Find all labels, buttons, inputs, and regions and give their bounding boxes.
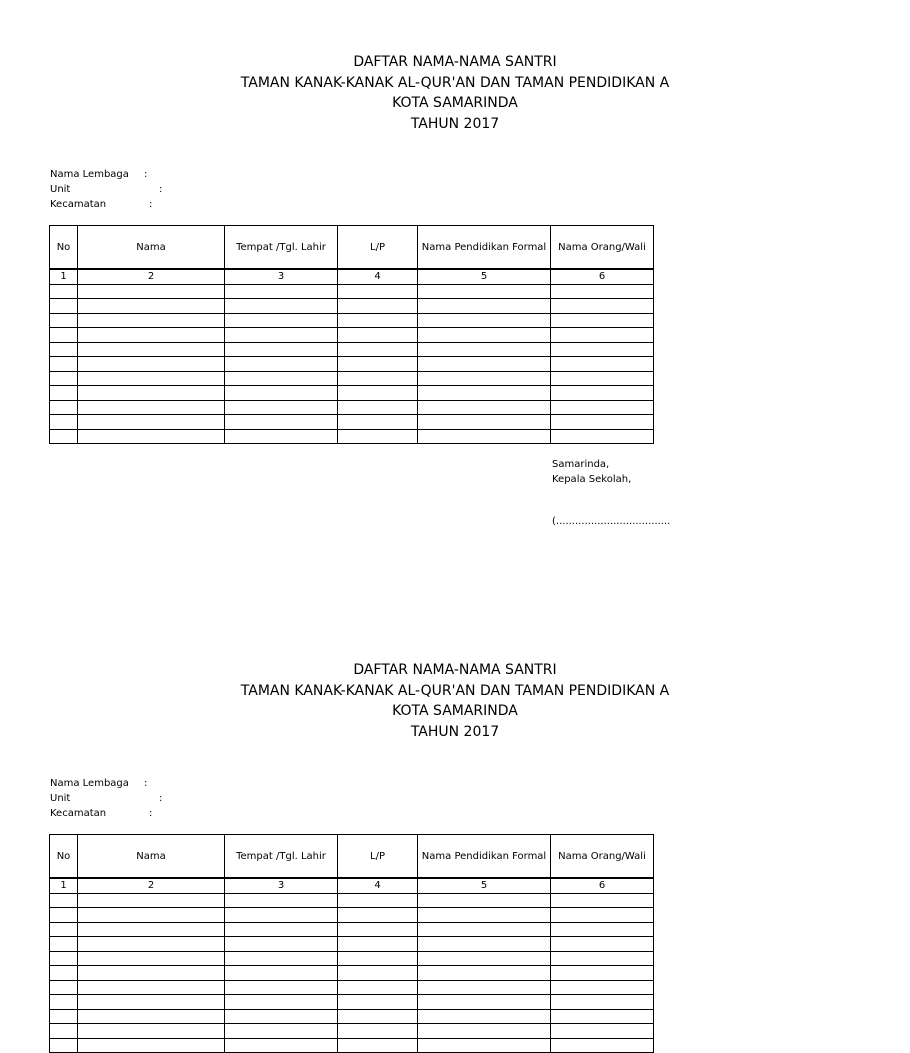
table-cell (418, 313, 551, 328)
header-nama-orang-wali: Nama Orang/Wali (551, 226, 654, 270)
sheet-2-title-line-4: TAHUN 2017 (410, 723, 500, 740)
table-cell (225, 284, 338, 299)
table-row (50, 966, 654, 981)
table-cell (551, 371, 654, 386)
table-cell (50, 922, 78, 937)
table-cell (338, 1024, 418, 1039)
table-cell (338, 357, 418, 372)
sheet-1-title-line-1: DAFTAR NAMA-NAMA SANTRI (353, 54, 557, 70)
table-cell (551, 1009, 654, 1024)
table-cell (78, 908, 225, 923)
table-cell (551, 995, 654, 1010)
table-row (50, 893, 654, 908)
sheet-2-empty-rows (50, 893, 654, 1053)
table-cell (225, 342, 338, 357)
table-row (50, 1009, 654, 1024)
sheet-1-title-line-4: TAHUN 2017 (410, 115, 500, 132)
header-nama: Nama (78, 835, 225, 879)
table-cell (50, 299, 78, 314)
table-cell (225, 980, 338, 995)
table-row (50, 922, 654, 937)
header-no: No (50, 226, 78, 270)
table-cell (50, 284, 78, 299)
table-cell (418, 966, 551, 981)
table-row (50, 937, 654, 952)
table-cell (551, 415, 654, 430)
table-cell (225, 313, 338, 328)
signature-name-placeholder: (.................................... (552, 516, 671, 527)
table-cell (338, 1009, 418, 1024)
field-label: Unit (50, 793, 71, 804)
table-cell (50, 415, 78, 430)
table-cell (225, 371, 338, 386)
table-cell (338, 386, 418, 401)
table-cell (225, 893, 338, 908)
table-cell (50, 357, 78, 372)
table-cell (338, 429, 418, 444)
table-cell (50, 371, 78, 386)
table-cell (551, 893, 654, 908)
sheet-2-title-line-2: TAMAN KANAK-KANAK AL-QUR'AN DAN TAMAN PENDIDIKAN A (240, 682, 670, 699)
table-cell (551, 328, 654, 343)
table-cell (225, 922, 338, 937)
table-row (50, 980, 654, 995)
column-number: 1 (50, 878, 78, 893)
table-cell (78, 342, 225, 357)
field-colon: : (159, 184, 163, 195)
sheet-2-title-line-3: KOTA SAMARINDA (392, 703, 518, 719)
sheet-2-header-fields (50, 776, 163, 821)
table-cell (418, 386, 551, 401)
sheet-2-title-area (0, 660, 670, 746)
table-header-row (50, 835, 654, 879)
sheet-1-empty-rows (50, 284, 654, 444)
table-row (50, 386, 654, 401)
table-cell (418, 951, 551, 966)
table-cell (50, 342, 78, 357)
field-nama-lembaga (50, 167, 148, 182)
table-cell (78, 966, 225, 981)
table-cell (225, 1038, 338, 1053)
field-label: Unit (50, 184, 71, 195)
table-cell (225, 1024, 338, 1039)
table-cell (338, 371, 418, 386)
table-cell (418, 299, 551, 314)
table-cell (418, 371, 551, 386)
table-cell (338, 400, 418, 415)
table-cell (225, 937, 338, 952)
table-cell (50, 313, 78, 328)
table-cell (551, 342, 654, 357)
table-row (50, 1024, 654, 1039)
table-cell (50, 937, 78, 952)
table-cell (551, 951, 654, 966)
table-cell (78, 1038, 225, 1053)
table-cell (50, 328, 78, 343)
table-cell (418, 980, 551, 995)
header-tempat-tgl-lahir: Tempat /Tgl. Lahir (225, 835, 338, 879)
header-nama-pendidikan-formal: Nama Pendidikan Formal (418, 226, 551, 270)
table-cell (78, 415, 225, 430)
table-row (50, 299, 654, 314)
table-row (50, 313, 654, 328)
table-cell (225, 386, 338, 401)
table-cell (50, 400, 78, 415)
header-tempat-tgl-lahir: Tempat /Tgl. Lahir (225, 226, 338, 270)
table-cell (418, 937, 551, 952)
table-cell (78, 328, 225, 343)
table-cell (551, 284, 654, 299)
table-cell (50, 386, 78, 401)
table-cell (338, 284, 418, 299)
table-row (50, 371, 654, 386)
table-cell (338, 908, 418, 923)
header-nama-pendidikan-formal: Nama Pendidikan Formal (418, 835, 551, 879)
signature-role: Kepala Sekolah, (552, 473, 632, 485)
table-cell (50, 966, 78, 981)
table-cell (551, 937, 654, 952)
table-cell (338, 995, 418, 1010)
table-cell (225, 400, 338, 415)
sheet-2-title-line-1: DAFTAR NAMA-NAMA SANTRI (353, 662, 557, 678)
field-label: Nama Lembaga (50, 778, 129, 789)
header-lp: L/P (338, 226, 418, 270)
table-cell (551, 922, 654, 937)
table-row (50, 328, 654, 343)
field-colon: : (159, 793, 163, 804)
table-cell (78, 980, 225, 995)
table-row (50, 284, 654, 299)
table-cell (418, 357, 551, 372)
table-cell (551, 1024, 654, 1039)
sheet-1-title-line-3: KOTA SAMARINDA (392, 95, 518, 111)
table-cell (551, 357, 654, 372)
table-row (50, 400, 654, 415)
table-row (50, 357, 654, 372)
column-number: 3 (225, 269, 338, 284)
column-number: 1 (50, 269, 78, 284)
table-cell (78, 284, 225, 299)
header-no: No (50, 835, 78, 879)
table-cell (78, 313, 225, 328)
table-row (50, 995, 654, 1010)
column-number: 3 (225, 878, 338, 893)
table-cell (78, 937, 225, 952)
table-cell (225, 429, 338, 444)
column-number: 5 (418, 878, 551, 893)
table-row (50, 415, 654, 430)
table-cell (418, 1038, 551, 1053)
field-unit (50, 182, 163, 197)
field-colon: : (149, 199, 153, 210)
table-cell (225, 1009, 338, 1024)
table-cell (78, 400, 225, 415)
field-label: Kecamatan (50, 808, 107, 819)
table-cell (338, 937, 418, 952)
table-cell (50, 908, 78, 923)
table-cell (78, 995, 225, 1010)
signature-place: Samarinda, (552, 459, 610, 470)
table-cell (418, 415, 551, 430)
table-row (50, 951, 654, 966)
table-cell (338, 893, 418, 908)
field-unit (50, 791, 163, 806)
table-cell (551, 299, 654, 314)
table-cell (418, 328, 551, 343)
table-cell (551, 386, 654, 401)
field-colon: : (149, 808, 153, 819)
table-cell (225, 415, 338, 430)
table-cell (418, 1009, 551, 1024)
table-cell (418, 995, 551, 1010)
table-cell (338, 313, 418, 328)
column-number: 2 (78, 878, 225, 893)
table-cell (418, 400, 551, 415)
column-number-row (50, 878, 654, 893)
table-cell (78, 1024, 225, 1039)
field-label: Kecamatan (50, 199, 107, 210)
table-cell (551, 908, 654, 923)
table-cell (418, 1024, 551, 1039)
table-cell (338, 299, 418, 314)
table-cell (225, 966, 338, 981)
table-cell (78, 371, 225, 386)
table-cell (418, 284, 551, 299)
table-header-row (50, 226, 654, 270)
table-cell (418, 908, 551, 923)
table-cell (225, 951, 338, 966)
field-label: Nama Lembaga (50, 169, 129, 180)
sheet-2-student-table (49, 834, 654, 1053)
table-cell (338, 966, 418, 981)
table-cell (78, 386, 225, 401)
table-cell (78, 1009, 225, 1024)
table-cell (338, 415, 418, 430)
field-colon: : (144, 169, 148, 180)
table-cell (418, 342, 551, 357)
table-cell (225, 299, 338, 314)
table-cell (78, 429, 225, 444)
table-cell (551, 313, 654, 328)
table-cell (50, 951, 78, 966)
table-cell (78, 357, 225, 372)
table-row (50, 908, 654, 923)
sheet-1-student-table (49, 225, 654, 444)
field-kecamatan (50, 197, 153, 212)
sheet-1-title-area (0, 52, 670, 138)
table-row (50, 429, 654, 444)
table-cell (225, 995, 338, 1010)
table-cell (50, 1009, 78, 1024)
table-cell (78, 922, 225, 937)
table-cell (50, 429, 78, 444)
column-number: 4 (338, 269, 418, 284)
table-cell (418, 893, 551, 908)
column-number: 5 (418, 269, 551, 284)
table-cell (50, 995, 78, 1010)
table-cell (78, 951, 225, 966)
header-nama-orang-wali: Nama Orang/Wali (551, 835, 654, 879)
column-number-row (50, 269, 654, 284)
table-cell (225, 357, 338, 372)
table-cell (78, 299, 225, 314)
table-row (50, 342, 654, 357)
column-number: 2 (78, 269, 225, 284)
table-cell (338, 328, 418, 343)
table-cell (551, 980, 654, 995)
column-number: 6 (551, 878, 654, 893)
field-colon: : (144, 778, 148, 789)
table-cell (50, 893, 78, 908)
table-cell (551, 400, 654, 415)
table-cell (338, 1038, 418, 1053)
table-cell (50, 1024, 78, 1039)
table-cell (551, 966, 654, 981)
table-cell (225, 908, 338, 923)
table-cell (551, 429, 654, 444)
sheet-1-header-fields (50, 167, 163, 212)
field-kecamatan (50, 806, 153, 821)
table-row (50, 1038, 654, 1053)
table-cell (418, 429, 551, 444)
table-cell (418, 922, 551, 937)
column-number: 6 (551, 269, 654, 284)
table-cell (50, 1038, 78, 1053)
table-cell (50, 980, 78, 995)
header-nama: Nama (78, 226, 225, 270)
column-number: 4 (338, 878, 418, 893)
table-cell (338, 980, 418, 995)
header-lp: L/P (338, 835, 418, 879)
table-cell (78, 893, 225, 908)
table-cell (225, 328, 338, 343)
table-cell (551, 1038, 654, 1053)
table-cell (338, 342, 418, 357)
table-cell (338, 951, 418, 966)
sheet-1-title-line-2: TAMAN KANAK-KANAK AL-QUR'AN DAN TAMAN PENDIDIKAN A (240, 74, 670, 91)
field-nama-lembaga (50, 776, 148, 791)
table-cell (338, 922, 418, 937)
